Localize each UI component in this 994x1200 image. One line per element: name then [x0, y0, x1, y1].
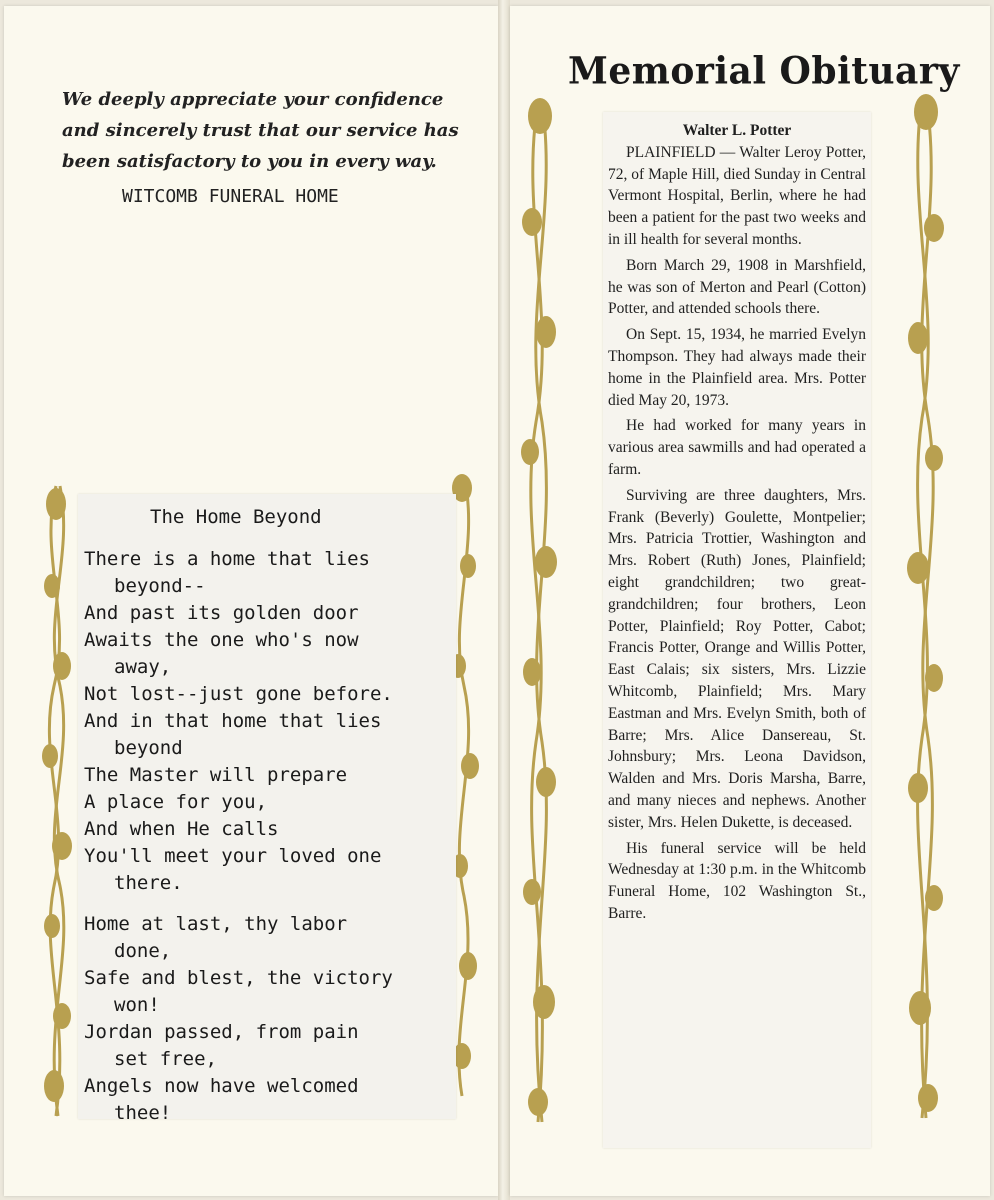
obituary-clipping	[603, 112, 871, 1148]
poem-line: done,	[114, 940, 172, 962]
gold-flower-border-left	[512, 92, 564, 1132]
obituary-paragraph: PLAINFIELD — Walter Leroy Potter, 72, of Maple Hill, died Sunday in Central Vermont Hospital, Berlin, where he had been a patient for the past two weeks and in ill health for several months.	[608, 143, 866, 248]
poem-line: Awaits the one who's now	[84, 629, 359, 651]
obituary-paragraph: His funeral service will be held Wednesday at 1:30 p.m. in the Whitcomb Funeral Home, 102 Washington St., Barre.	[608, 839, 866, 922]
gold-vine-border-left	[34, 476, 78, 1136]
page-fold	[498, 0, 510, 1200]
poem-line: And past its golden door	[84, 602, 359, 624]
thanks-message: We deeply appreciate your confidence and sincerely trust that our service has been satisfactory to you in every way.	[62, 89, 459, 172]
deceased-name: Walter L. Potter	[682, 122, 792, 139]
poem-line: You'll meet your loved one	[84, 845, 382, 867]
poem-line: there.	[114, 872, 183, 894]
poem-title: The Home Beyond	[150, 506, 322, 528]
obituary-paragraph: On Sept. 15, 1934, he married Evelyn Thompson. They had always made their home in the Plainfield area. Mrs. Potter died May 20, 1973.	[608, 326, 866, 409]
poem-line: Safe and blest, the victory	[84, 967, 393, 989]
obituary-paragraph: Surviving are three daughters, Mrs. Frank (Beverly) Goulette, Montpelier; Mrs. Patricia Trottier, Washington and Mrs. Robert (Ruth) Jones, Plainfield; eight grandchildren; two great-grandchildren; four brothers, Leon Potter, Plainfield; Roy Potter, Cabot; Francis Potter, Orange and Willis Potter, East Calais; six sisters, Mrs. Lizzie Whitcomb, Plainfield; Mrs. Mary Eastman and Mrs. Evelyn Smith, both of Barre; Mrs. Alice Dansereau, St. Johnsbury; Mrs. Leona Davidson, Walden and Mrs. Doris Marsha, Barre, and many nieces and nephews. Another sister, Mrs. Helen Dukette, is deceased.	[608, 486, 866, 831]
poem-line: Angels now have welcomed	[84, 1075, 359, 1097]
poem-line: beyond--	[114, 575, 206, 597]
poem-line: A place for you,	[84, 791, 268, 813]
left-page	[4, 6, 498, 1196]
poem-line: There is a home that lies	[84, 548, 370, 570]
obituary-paragraph: Born March 29, 1908 in Marshfield, he was son of Merton and Pearl (Cotton) Potter, and attended schools there.	[608, 256, 866, 318]
poem-card	[78, 494, 456, 1124]
funeral-home-name: WITCOMB FUNERAL HOME	[122, 186, 339, 207]
poem-line: set free,	[114, 1048, 217, 1070]
obituary-paragraph: He had worked for many years in various area sawmills and had operated a farm.	[608, 417, 866, 478]
memorial-obituary-title: Memorial Obituary	[568, 48, 960, 94]
poem-line: won!	[114, 994, 160, 1016]
poem-line: The Master will prepare	[84, 764, 348, 786]
poem-line: Home at last, thy labor	[84, 913, 348, 935]
poem-line: Jordan passed, from pain	[84, 1021, 359, 1043]
poem-line: Not lost--just gone before.	[84, 683, 393, 705]
poem-line: And when He calls	[84, 818, 279, 840]
poem-line: away,	[114, 656, 172, 678]
poem-line: thee!	[114, 1102, 172, 1124]
poem-line: And in that home that lies	[84, 710, 382, 732]
gold-flower-border-right	[898, 88, 954, 1128]
poem-line: beyond	[114, 737, 183, 759]
poem-text	[84, 546, 456, 1127]
